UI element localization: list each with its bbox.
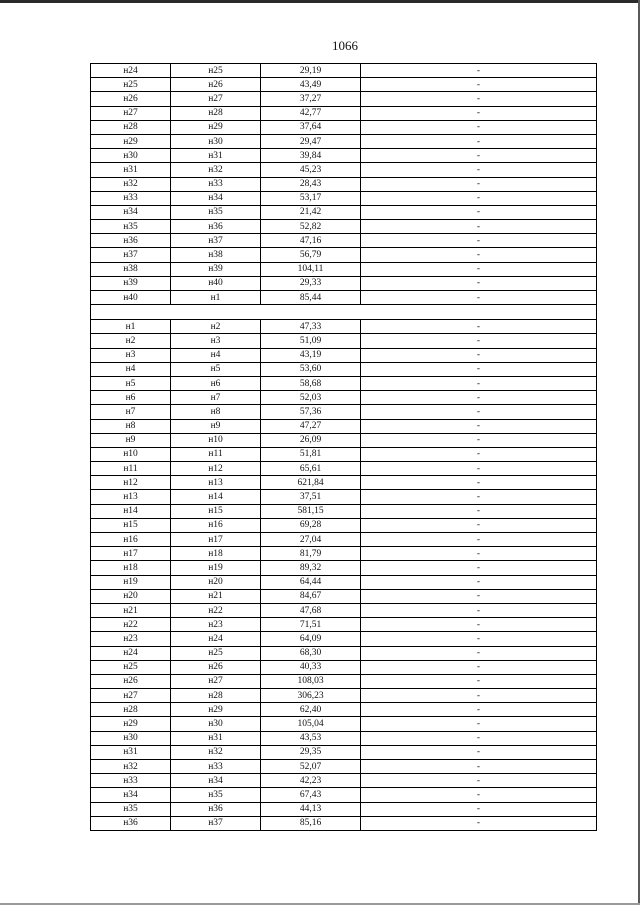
from-point-cell: н39 <box>91 276 171 290</box>
to-point-cell: н12 <box>171 462 261 476</box>
to-point-cell: н30 <box>171 717 261 731</box>
distance-cell: 53,60 <box>261 362 361 376</box>
to-point-cell: н5 <box>171 362 261 376</box>
note-cell: - <box>361 262 597 276</box>
note-cell: - <box>361 717 597 731</box>
from-point-cell: н14 <box>91 504 171 518</box>
distance-cell: 62,40 <box>261 703 361 717</box>
distance-cell: 52,03 <box>261 391 361 405</box>
from-point-cell: н36 <box>91 234 171 248</box>
note-cell: - <box>361 120 597 134</box>
table-row <box>91 163 597 177</box>
note-cell: - <box>361 575 597 589</box>
table-row <box>91 618 597 632</box>
to-point-cell: н3 <box>171 334 261 348</box>
note-cell: - <box>361 64 597 78</box>
to-point-cell: н34 <box>171 774 261 788</box>
table-row <box>91 348 597 362</box>
distance-cell: 37,51 <box>261 490 361 504</box>
to-point-cell: н25 <box>171 64 261 78</box>
distance-cell: 64,44 <box>261 575 361 589</box>
distance-cell: 85,44 <box>261 291 361 305</box>
distance-cell: 57,36 <box>261 405 361 419</box>
table-row <box>91 490 597 504</box>
to-point-cell: н6 <box>171 376 261 390</box>
from-point-cell: н7 <box>91 405 171 419</box>
to-point-cell: н35 <box>171 788 261 802</box>
note-cell: - <box>361 788 597 802</box>
table-row <box>91 205 597 219</box>
from-point-cell: н6 <box>91 391 171 405</box>
to-point-cell: н26 <box>171 78 261 92</box>
distance-cell: 108,03 <box>261 674 361 688</box>
from-point-cell: н18 <box>91 561 171 575</box>
from-point-cell: н32 <box>91 177 171 191</box>
from-point-cell: н32 <box>91 760 171 774</box>
from-point-cell: н30 <box>91 149 171 163</box>
to-point-cell: н4 <box>171 348 261 362</box>
to-point-cell: н7 <box>171 391 261 405</box>
table-row <box>91 149 597 163</box>
to-point-cell: н18 <box>171 547 261 561</box>
to-point-cell: н38 <box>171 248 261 262</box>
distance-cell: 39,84 <box>261 149 361 163</box>
note-cell: - <box>361 504 597 518</box>
note-cell: - <box>361 276 597 290</box>
table-row <box>91 703 597 717</box>
distance-cell: 105,04 <box>261 717 361 731</box>
note-cell: - <box>361 674 597 688</box>
table-row <box>91 788 597 802</box>
note-cell: - <box>361 191 597 205</box>
note-cell: - <box>361 291 597 305</box>
from-point-cell: н5 <box>91 376 171 390</box>
note-cell: - <box>361 618 597 632</box>
distance-cell: 45,23 <box>261 163 361 177</box>
table-row <box>91 589 597 603</box>
table-row <box>91 419 597 433</box>
distance-cell: 47,16 <box>261 234 361 248</box>
note-cell: - <box>361 518 597 532</box>
note-cell: - <box>361 419 597 433</box>
note-cell: - <box>361 533 597 547</box>
table-row <box>91 447 597 461</box>
to-point-cell: н14 <box>171 490 261 504</box>
to-point-cell: н24 <box>171 632 261 646</box>
note-cell: - <box>361 391 597 405</box>
table-row <box>91 92 597 106</box>
table-row <box>91 802 597 816</box>
from-point-cell: н25 <box>91 78 171 92</box>
from-point-cell: н9 <box>91 433 171 447</box>
from-point-cell: н23 <box>91 632 171 646</box>
from-point-cell: н36 <box>91 816 171 830</box>
table-row <box>91 405 597 419</box>
table-row <box>91 745 597 759</box>
note-cell: - <box>361 774 597 788</box>
table-row <box>91 120 597 134</box>
to-point-cell: н36 <box>171 802 261 816</box>
distance-cell: 85,16 <box>261 816 361 830</box>
from-point-cell: н13 <box>91 490 171 504</box>
note-cell: - <box>361 689 597 703</box>
from-point-cell: н29 <box>91 717 171 731</box>
table-row <box>91 646 597 660</box>
table-row <box>91 291 597 305</box>
to-point-cell: н9 <box>171 419 261 433</box>
distance-cell: 29,47 <box>261 134 361 148</box>
to-point-cell: н39 <box>171 262 261 276</box>
from-point-cell: н15 <box>91 518 171 532</box>
distance-cell: 69,28 <box>261 518 361 532</box>
to-point-cell: н28 <box>171 689 261 703</box>
note-cell: - <box>361 177 597 191</box>
distance-cell: 64,09 <box>261 632 361 646</box>
table-row <box>91 262 597 276</box>
table-row <box>91 774 597 788</box>
from-point-cell: н1 <box>91 320 171 334</box>
table-row <box>91 533 597 547</box>
page-number: 1066 <box>332 38 358 53</box>
table-row <box>91 391 597 405</box>
note-cell: - <box>361 646 597 660</box>
to-point-cell: н10 <box>171 433 261 447</box>
table-row <box>91 334 597 348</box>
from-point-cell: н31 <box>91 163 171 177</box>
distance-cell: 52,07 <box>261 760 361 774</box>
from-point-cell: н37 <box>91 248 171 262</box>
to-point-cell: н30 <box>171 134 261 148</box>
note-cell: - <box>361 405 597 419</box>
distance-cell: 29,35 <box>261 745 361 759</box>
distance-cell: 56,79 <box>261 248 361 262</box>
to-point-cell: н33 <box>171 177 261 191</box>
from-point-cell: н3 <box>91 348 171 362</box>
section-gap-cell <box>91 305 597 320</box>
to-point-cell: н32 <box>171 745 261 759</box>
distance-cell: 42,23 <box>261 774 361 788</box>
distance-cell: 27,04 <box>261 533 361 547</box>
boundary-distance-table <box>90 63 597 831</box>
distance-cell: 621,84 <box>261 476 361 490</box>
table-row <box>91 504 597 518</box>
section-gap-row <box>91 305 597 320</box>
to-point-cell: н16 <box>171 518 261 532</box>
to-point-cell: н13 <box>171 476 261 490</box>
to-point-cell: н22 <box>171 603 261 617</box>
note-cell: - <box>361 205 597 219</box>
distance-cell: 28,43 <box>261 177 361 191</box>
note-cell: - <box>361 362 597 376</box>
distance-cell: 51,09 <box>261 334 361 348</box>
table-row <box>91 632 597 646</box>
page-top-edge <box>0 0 640 3</box>
note-cell: - <box>361 78 597 92</box>
note-cell: - <box>361 745 597 759</box>
to-point-cell: н23 <box>171 618 261 632</box>
from-point-cell: н16 <box>91 533 171 547</box>
table-row <box>91 717 597 731</box>
note-cell: - <box>361 632 597 646</box>
table-row <box>91 575 597 589</box>
table-row <box>91 561 597 575</box>
from-point-cell: н38 <box>91 262 171 276</box>
note-cell: - <box>361 234 597 248</box>
distance-cell: 40,33 <box>261 660 361 674</box>
from-point-cell: н28 <box>91 120 171 134</box>
note-cell: - <box>361 92 597 106</box>
to-point-cell: н37 <box>171 234 261 248</box>
note-cell: - <box>361 106 597 120</box>
from-point-cell: н20 <box>91 589 171 603</box>
distance-cell: 52,82 <box>261 220 361 234</box>
to-point-cell: н19 <box>171 561 261 575</box>
table-row <box>91 462 597 476</box>
note-cell: - <box>361 660 597 674</box>
from-point-cell: н22 <box>91 618 171 632</box>
table-row <box>91 64 597 78</box>
from-point-cell: н8 <box>91 419 171 433</box>
distance-cell: 37,27 <box>261 92 361 106</box>
to-point-cell: н2 <box>171 320 261 334</box>
distance-cell: 26,09 <box>261 433 361 447</box>
from-point-cell: н40 <box>91 291 171 305</box>
table-row <box>91 276 597 290</box>
to-point-cell: н40 <box>171 276 261 290</box>
table-row <box>91 731 597 745</box>
to-point-cell: н35 <box>171 205 261 219</box>
from-point-cell: н31 <box>91 745 171 759</box>
distance-cell: 53,17 <box>261 191 361 205</box>
table-row <box>91 376 597 390</box>
note-cell: - <box>361 134 597 148</box>
note-cell: - <box>361 589 597 603</box>
from-point-cell: н26 <box>91 674 171 688</box>
note-cell: - <box>361 320 597 334</box>
distance-cell: 21,42 <box>261 205 361 219</box>
to-point-cell: н34 <box>171 191 261 205</box>
to-point-cell: н28 <box>171 106 261 120</box>
table-row <box>91 234 597 248</box>
distance-cell: 37,64 <box>261 120 361 134</box>
table-row <box>91 603 597 617</box>
to-point-cell: н20 <box>171 575 261 589</box>
to-point-cell: н27 <box>171 92 261 106</box>
table-row <box>91 760 597 774</box>
distance-cell: 43,49 <box>261 78 361 92</box>
table-row <box>91 106 597 120</box>
note-cell: - <box>361 433 597 447</box>
table-body <box>91 64 597 831</box>
from-point-cell: н19 <box>91 575 171 589</box>
from-point-cell: н34 <box>91 788 171 802</box>
table-row <box>91 660 597 674</box>
table-row <box>91 248 597 262</box>
to-point-cell: н32 <box>171 163 261 177</box>
distance-cell: 51,81 <box>261 447 361 461</box>
from-point-cell: н24 <box>91 64 171 78</box>
note-cell: - <box>361 490 597 504</box>
from-point-cell: н4 <box>91 362 171 376</box>
to-point-cell: н27 <box>171 674 261 688</box>
from-point-cell: н33 <box>91 774 171 788</box>
note-cell: - <box>361 447 597 461</box>
from-point-cell: н33 <box>91 191 171 205</box>
note-cell: - <box>361 163 597 177</box>
distance-cell: 65,61 <box>261 462 361 476</box>
to-point-cell: н33 <box>171 760 261 774</box>
distance-cell: 47,27 <box>261 419 361 433</box>
from-point-cell: н17 <box>91 547 171 561</box>
distance-cell: 29,33 <box>261 276 361 290</box>
note-cell: - <box>361 476 597 490</box>
table-row <box>91 220 597 234</box>
note-cell: - <box>361 220 597 234</box>
from-point-cell: н29 <box>91 134 171 148</box>
distance-cell: 43,19 <box>261 348 361 362</box>
table-row <box>91 816 597 830</box>
distance-cell: 306,23 <box>261 689 361 703</box>
distance-cell: 71,51 <box>261 618 361 632</box>
to-point-cell: н37 <box>171 816 261 830</box>
note-cell: - <box>361 816 597 830</box>
note-cell: - <box>361 603 597 617</box>
from-point-cell: н2 <box>91 334 171 348</box>
distance-cell: 42,77 <box>261 106 361 120</box>
to-point-cell: н31 <box>171 731 261 745</box>
from-point-cell: н24 <box>91 646 171 660</box>
from-point-cell: н25 <box>91 660 171 674</box>
note-cell: - <box>361 348 597 362</box>
from-point-cell: н27 <box>91 106 171 120</box>
to-point-cell: н11 <box>171 447 261 461</box>
note-cell: - <box>361 731 597 745</box>
note-cell: - <box>361 561 597 575</box>
from-point-cell: н11 <box>91 462 171 476</box>
distance-cell: 29,19 <box>261 64 361 78</box>
to-point-cell: н25 <box>171 646 261 660</box>
distance-cell: 47,68 <box>261 603 361 617</box>
table-row <box>91 78 597 92</box>
to-point-cell: н15 <box>171 504 261 518</box>
distance-cell: 47,33 <box>261 320 361 334</box>
distance-cell: 67,43 <box>261 788 361 802</box>
to-point-cell: н29 <box>171 120 261 134</box>
note-cell: - <box>361 149 597 163</box>
from-point-cell: н26 <box>91 92 171 106</box>
distance-cell: 44,13 <box>261 802 361 816</box>
from-point-cell: н12 <box>91 476 171 490</box>
from-point-cell: н30 <box>91 731 171 745</box>
note-cell: - <box>361 462 597 476</box>
table-row <box>91 674 597 688</box>
to-point-cell: н21 <box>171 589 261 603</box>
from-point-cell: н35 <box>91 220 171 234</box>
note-cell: - <box>361 248 597 262</box>
note-cell: - <box>361 703 597 717</box>
table-row <box>91 191 597 205</box>
from-point-cell: н10 <box>91 447 171 461</box>
distance-cell: 89,32 <box>261 561 361 575</box>
table-row <box>91 476 597 490</box>
table-row <box>91 518 597 532</box>
note-cell: - <box>361 334 597 348</box>
table-row <box>91 177 597 191</box>
table-row <box>91 433 597 447</box>
from-point-cell: н28 <box>91 703 171 717</box>
from-point-cell: н21 <box>91 603 171 617</box>
to-point-cell: н26 <box>171 660 261 674</box>
to-point-cell: н17 <box>171 533 261 547</box>
note-cell: - <box>361 760 597 774</box>
to-point-cell: н1 <box>171 291 261 305</box>
distance-cell: 581,15 <box>261 504 361 518</box>
to-point-cell: н31 <box>171 149 261 163</box>
table-row <box>91 689 597 703</box>
table-row <box>91 547 597 561</box>
to-point-cell: н36 <box>171 220 261 234</box>
distance-cell: 104,11 <box>261 262 361 276</box>
distance-cell: 84,67 <box>261 589 361 603</box>
table-row <box>91 320 597 334</box>
distance-cell: 58,68 <box>261 376 361 390</box>
distance-cell: 68,30 <box>261 646 361 660</box>
table-row <box>91 134 597 148</box>
note-cell: - <box>361 547 597 561</box>
from-point-cell: н34 <box>91 205 171 219</box>
distance-cell: 81,79 <box>261 547 361 561</box>
from-point-cell: н27 <box>91 689 171 703</box>
table-row <box>91 362 597 376</box>
note-cell: - <box>361 802 597 816</box>
note-cell: - <box>361 376 597 390</box>
to-point-cell: н8 <box>171 405 261 419</box>
from-point-cell: н35 <box>91 802 171 816</box>
distance-cell: 43,53 <box>261 731 361 745</box>
to-point-cell: н29 <box>171 703 261 717</box>
